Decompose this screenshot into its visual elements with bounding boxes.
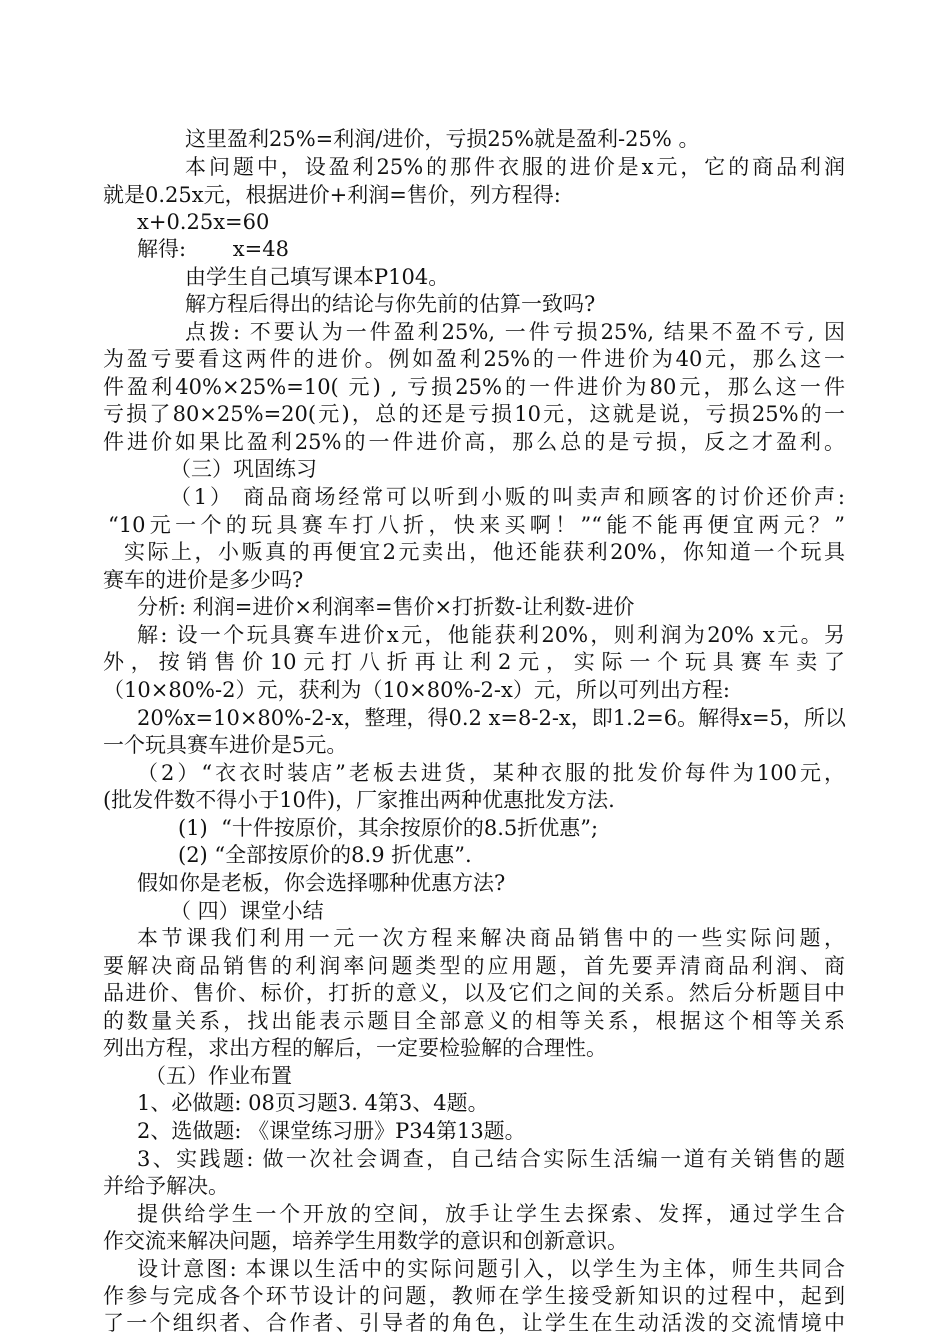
text-line: 本问题中，设盈利25%的那件衣服的进价是x元，它的商品利润 [185, 155, 845, 179]
text-line: 解: 设一个玩具赛车进价x元，他能获利20%，则利润为20% x元。另 [137, 623, 845, 647]
text-line: 件进价如果比盈利25%的一件进价高，那么总的是亏损，反之才盈利。 [103, 430, 845, 454]
text-line: 要解决商品销售的利润率问题类型的应用题，首先要弄清商品利润、商 [103, 954, 845, 978]
text-line: 为盈亏要看这两件的进价。例如盈利25%的一件进价为40元，那么这一 [103, 347, 845, 371]
text-line: 这里盈利25%=利润/进价，亏损25%就是盈利-25% 。 [185, 127, 700, 151]
text-line: 分析: 利润=进价×利润率=售价×打折数-让利数-进价 [137, 595, 635, 619]
text-line: 的数量关系，找出能表示题目全部意义的相等关系，根据这个相等关系 [103, 1009, 845, 1033]
text-line: 赛车的进价是多少吗? [103, 568, 304, 592]
text-line: 就是0.25x元，根据进价+利润=售价，列方程得: [103, 183, 561, 207]
list-item: 3、实践题: 做一次社会调查，自己结合实际生活编一道有关销售的题 [137, 1147, 845, 1171]
text-line: 作交流来解决问题，培养学生用数学的意识和创新意识。 [103, 1229, 628, 1253]
solution-line: 解得: x=48 [137, 237, 289, 261]
text-line: 实际上，小贩真的再便宜2元卖出，他还能获利20%，你知道一个玩具 [124, 540, 845, 564]
text-line: “10元一个的玩具赛车打八折，快来买啊！”“能不能再便宜两元？” [108, 513, 845, 537]
text-line: 20%x=10×80%-2-x，整理，得0.2 x=8-2-x，即1.2=6。解得x=5，所以 [137, 706, 846, 730]
text-line: 由学生自己填写课本P104。 [185, 265, 450, 289]
text-line: （2）“衣衣时装店”老板去进货，某种衣服的批发价每件为100元， [137, 761, 845, 785]
section-heading: （五）作业布置 [145, 1064, 292, 1088]
text-line: 外，按销售价10元打八折再让利2元，实际一个玩具赛车卖了 [103, 650, 845, 674]
text-line: 提供给学生一个开放的空间，放手让学生去探索、发挥，通过学生合 [137, 1202, 845, 1226]
list-item: (1) “十件按原价，其余按原价的8.5折优惠”; [178, 816, 599, 840]
text-line: 品进价、售价、标价，打折的意义，以及它们之间的关系。然后分析题目中 [103, 981, 845, 1005]
text-line: 设计意图: 本课以生活中的实际问题引入，以学生为主体，师生共同合 [137, 1257, 845, 1281]
text-line: 并给予解决。 [103, 1174, 229, 1198]
list-item: (2) “全部按原价的8.9 折优惠”. [178, 843, 472, 867]
list-item: 2、选做题: 《课堂练习册》P34第13题。 [137, 1119, 526, 1143]
text-line: 本节课我们利用一元一次方程来解决商品销售中的一些实际问题， [137, 926, 845, 950]
text-line: 了一个组织者、合作者、引导者的角色，让学生在生动活泼的交流情境中 [103, 1311, 845, 1335]
text-line: 件盈利40%×25%=10( 元) , 亏损25%的一件进价为80元，那么这一件 [103, 375, 845, 399]
text-line: 作参与完成各个环节设计的问题，教师在学生接受新知识的过程中，起到 [103, 1284, 845, 1308]
section-heading: （三）巩固练习 [170, 457, 317, 481]
text-line: 假如你是老板，你会选择哪种优惠方法? [137, 871, 506, 895]
text-line: 解方程后得出的结论与你先前的估算一致吗? [185, 292, 596, 316]
text-line: 点拨: 不要认为一件盈利25%, 一件亏损25%, 结果不盈不亏, 因 [185, 320, 845, 344]
text-line: 亏损了80×25%=20(元)，总的还是亏损10元，这就是说，亏损25%的一 [103, 402, 845, 426]
text-line: 列出方程，求出方程的解后，一定要检验解的合理性。 [103, 1036, 607, 1060]
text-line: 一个玩具赛车进价是5元。 [103, 733, 348, 757]
text-line: （1） 商品商场经常可以听到小贩的叫卖声和顾客的讨价还价声: [170, 485, 845, 509]
text-line: (批发件数不得小于10件)，厂家推出两种优惠批发方法. [103, 788, 615, 812]
section-heading: （ 四）课堂小结 [170, 899, 324, 923]
text-line: （10×80%-2）元，获利为（10×80%-2-x）元，所以可列出方程: [103, 678, 730, 702]
list-item: 1、必做题: 08页习题3. 4第3、4题。 [137, 1091, 489, 1115]
equation-line: x+0.25x=60 [137, 210, 270, 234]
